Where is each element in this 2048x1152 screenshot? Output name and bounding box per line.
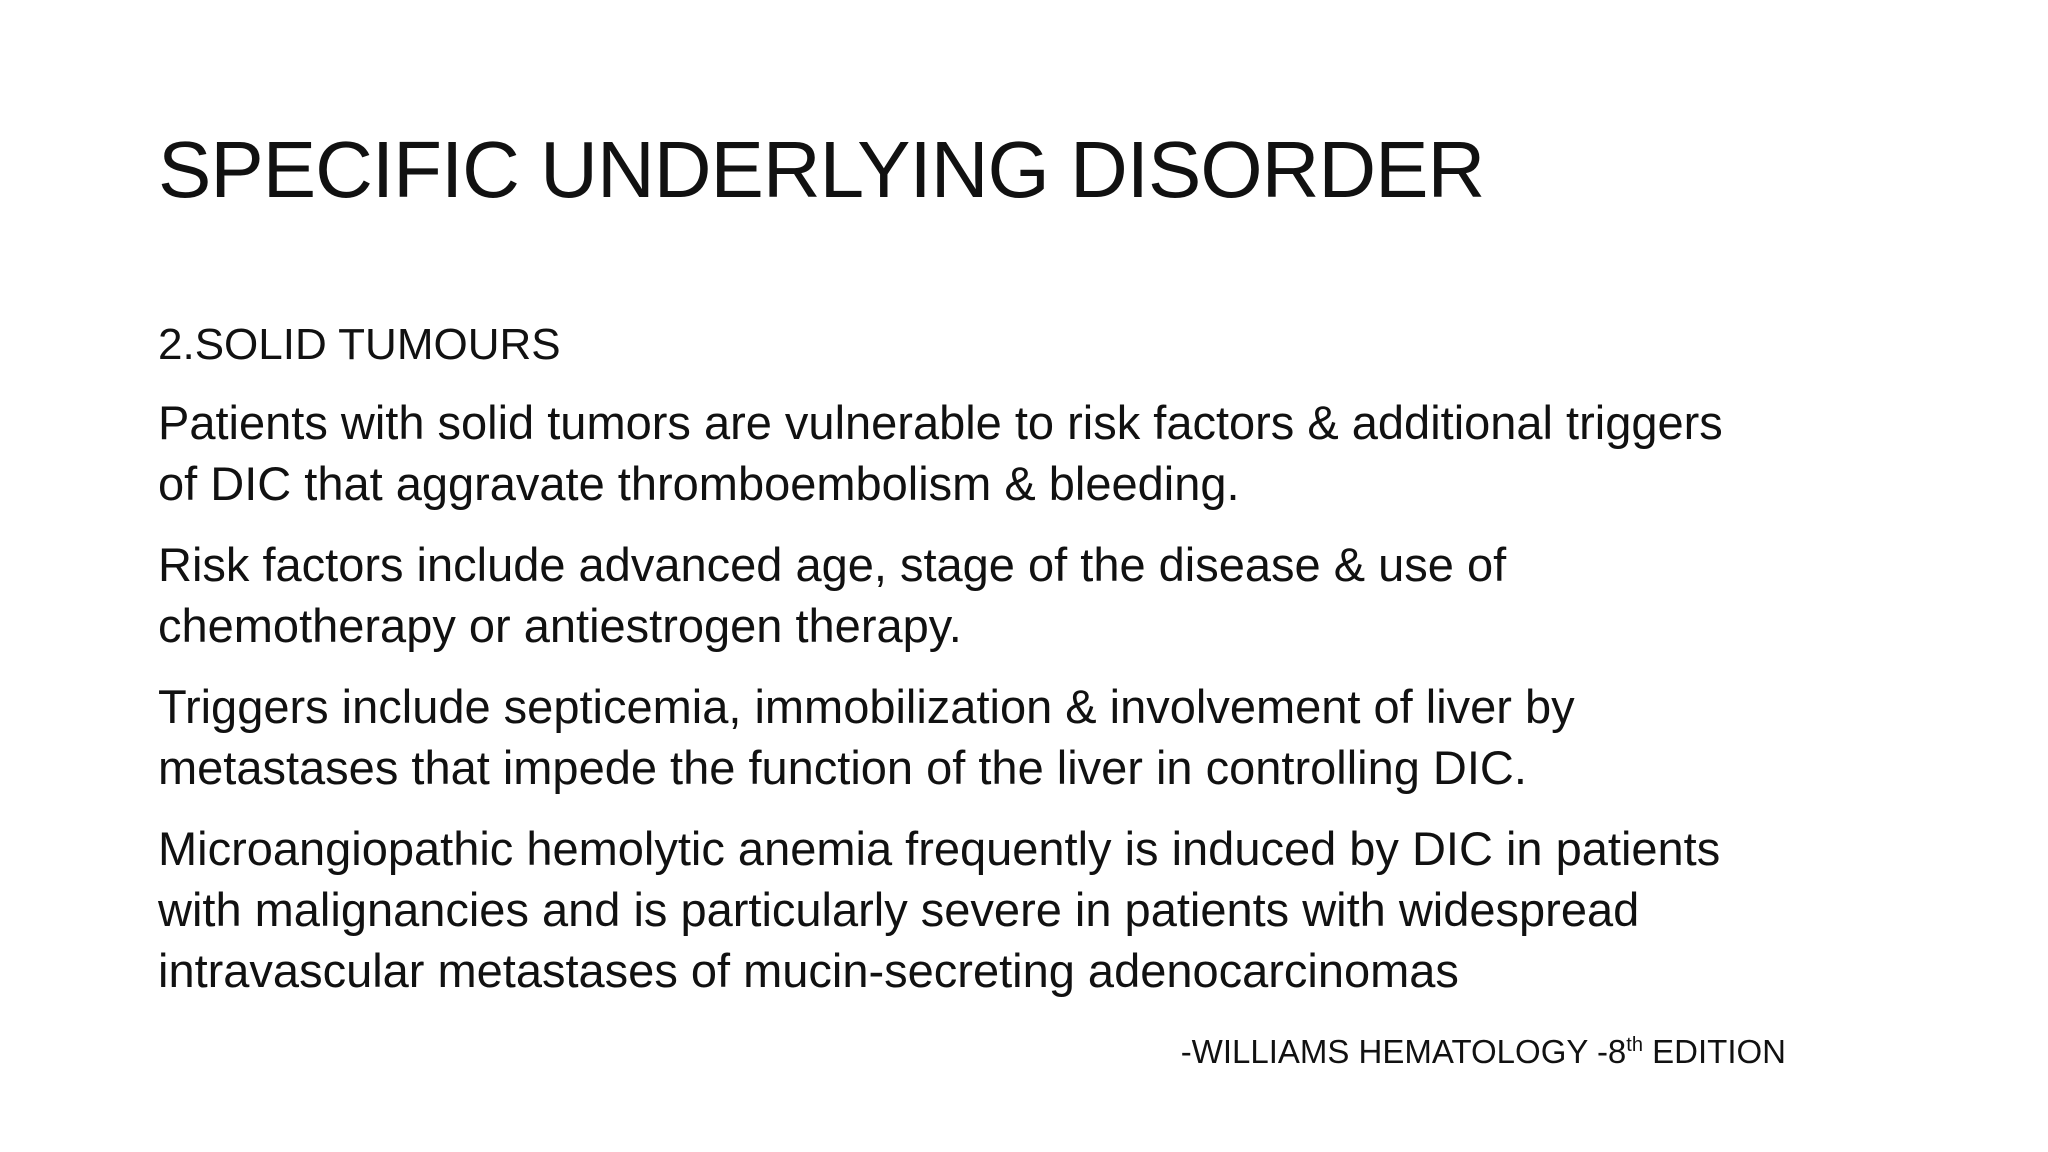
source-citation [1181, 1030, 1786, 1074]
slide-title: SPECIFIC UNDERLYING DISORDER [158, 125, 1485, 214]
paragraph-line: of DIC that aggravate thromboembolism & bleeding. [158, 457, 1240, 510]
paragraph-line: Microangiopathic hemolytic anemia frequently is induced by DIC in patients [158, 822, 1721, 875]
paragraph-line: Triggers include septicemia, immobilization & involvement of liver by [158, 680, 1575, 733]
citation-suffix: EDITION [1642, 1033, 1786, 1070]
slide-body [158, 318, 1918, 1001]
citation-superscript: th [1626, 1034, 1643, 1056]
paragraph-line: metastases that impede the function of the liver in controlling DIC. [158, 741, 1527, 794]
paragraph-hemolytic-anemia [158, 818, 1918, 1001]
section-subheading: 2.SOLID TUMOURS [158, 320, 561, 369]
paragraph-triggers [158, 676, 1918, 798]
citation-prefix: -WILLIAMS HEMATOLOGY -8 [1180, 1033, 1627, 1070]
paragraph-line: with malignancies and is particularly severe in patients with widespread [158, 883, 1640, 936]
paragraph-line: intravascular metastases of mucin-secreting adenocarcinomas [158, 944, 1459, 997]
paragraph-risk-factors [158, 534, 1918, 656]
paragraph-line: Patients with solid tumors are vulnerable to risk factors & additional triggers [158, 396, 1723, 449]
paragraph-line: Risk factors include advanced age, stage of the disease & use of [158, 538, 1507, 591]
paragraph-vulnerability [158, 392, 1918, 514]
paragraph-line: chemotherapy or antiestrogen therapy. [158, 599, 962, 652]
